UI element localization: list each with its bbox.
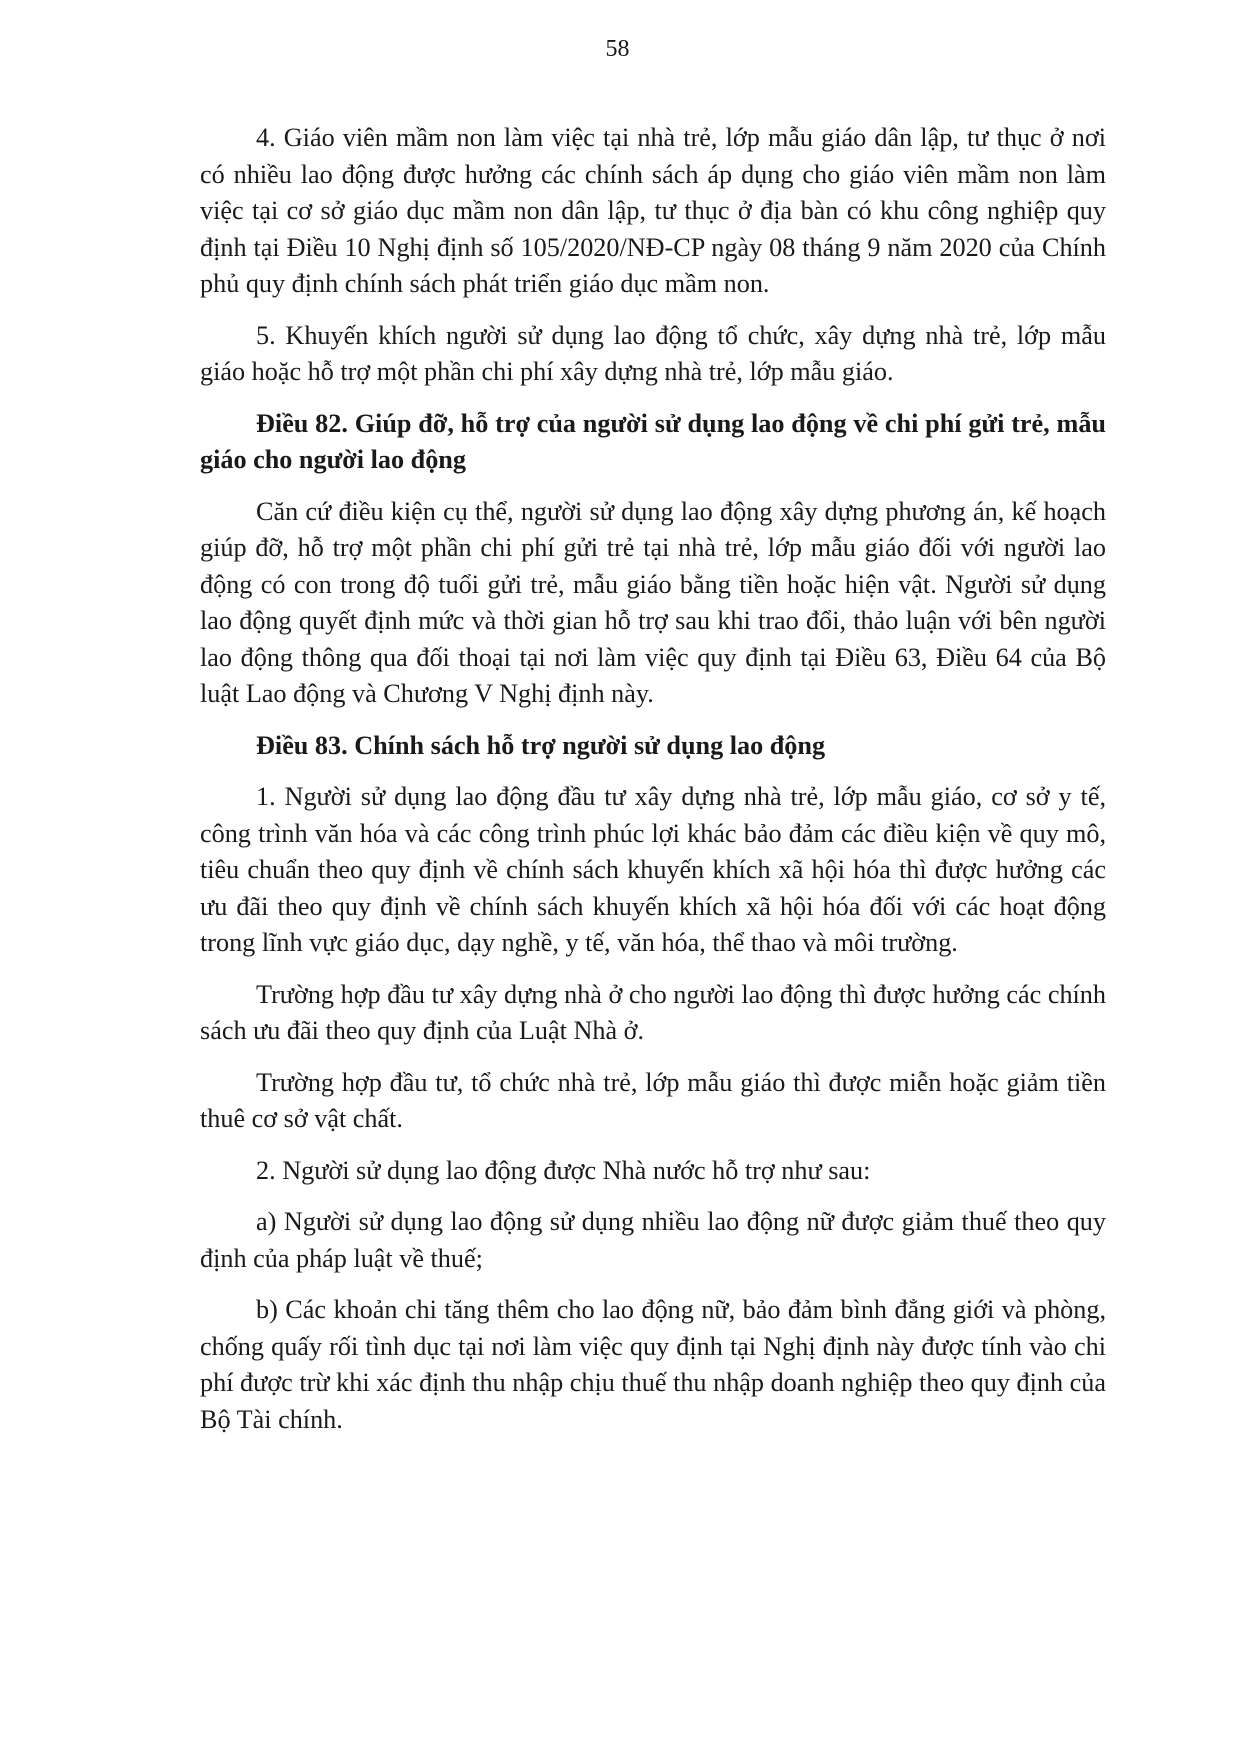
- article-83-clause-2a: a) Người sử dụng lao động sử dụng nhiều lao động nữ được giảm thuế theo quy định của pháp luật về thuế;: [200, 1207, 1106, 1273]
- article-82-body: Căn cứ điều kiện cụ thể, người sử dụng lao động xây dựng phương án, kế hoạch giúp đỡ, hỗ trợ một phần chi phí gửi trẻ tại nhà trẻ, lớp mẫu giáo đối với người lao động có con trong độ tuổi gửi trẻ, mẫu giáo bằng tiền hoặc hiện vật. Người sử dụng lao động quyết định mức và thời gian hỗ trợ sau khi trao đổi, thảo luận với bên người lao động thông qua đối thoại tại nơi làm việc quy định tại Điều 63, Điều 64 của Bộ luật Lao động và Chương V Nghị định này.: [200, 496, 1106, 708]
- paragraph-clause-4: 4. Giáo viên mầm non làm việc tại nhà trẻ, lớp mẫu giáo dân lập, tư thục ở nơi có nhiều lao động được hưởng các chính sách áp dụng cho giáo viên mầm non làm việc tại cơ sở giáo dục mầm non dân lập, tư thục ở địa bàn có khu công nghiệp quy định tại Điều 10 Nghị định số 105/2020/NĐ-CP ngày 08 tháng 9 năm 2020 của Chính phủ quy định chính sách phát triển giáo dục mầm non.: [200, 123, 1106, 298]
- page-number: 58: [605, 36, 630, 62]
- paragraph-clause-5: 5. Khuyến khích người sử dụng lao động tổ chức, xây dựng nhà trẻ, lớp mẫu giáo hoặc hỗ trợ một phần chi phí xây dựng nhà trẻ, lớp mẫu giáo.: [200, 320, 1106, 386]
- article-83-heading: Điều 83. Chính sách hỗ trợ người sử dụng lao động: [256, 730, 826, 760]
- article-83-kindergarten-paragraph: Trường hợp đầu tư, tổ chức nhà trẻ, lớp mẫu giáo thì được miễn hoặc giảm tiền thuê cơ sở vật chất.: [200, 1067, 1106, 1133]
- article-82-heading: Điều 82. Giúp đỡ, hỗ trợ của người sử dụng lao động về chi phí gửi trẻ, mẫu giáo cho người lao động: [200, 408, 1106, 474]
- article-83-clause-2b: b) Các khoản chi tăng thêm cho lao động nữ, bảo đảm bình đẳng giới và phòng, chống quấy rối tình dục tại nơi làm việc quy định tại Nghị định này được tính vào chi phí được trừ khi xác định thu nhập chịu thuế thu nhập doanh nghiệp theo quy định của Bộ Tài chính.: [200, 1295, 1106, 1434]
- article-83-housing-paragraph: Trường hợp đầu tư xây dựng nhà ở cho người lao động thì được hưởng các chính sách ưu đãi theo quy định của Luật Nhà ở.: [200, 979, 1106, 1045]
- article-83-clause-2: 2. Người sử dụng lao động được Nhà nước hỗ trợ như sau:: [256, 1155, 871, 1185]
- document-body: [200, 120, 1106, 1453]
- article-83-clause-1: 1. Người sử dụng lao động đầu tư xây dựng nhà trẻ, lớp mẫu giáo, cơ sở y tế, công trình văn hóa và các công trình phúc lợi khác bảo đảm các điều kiện về quy mô, tiêu chuẩn theo quy định về chính sách khuyến khích xã hội hóa thì được hưởng các ưu đãi theo quy định về chính sách khuyến khích xã hội hóa đối với các hoạt động trong lĩnh vực giáo dục, dạy nghề, y tế, văn hóa, thể thao và môi trường.: [200, 782, 1106, 957]
